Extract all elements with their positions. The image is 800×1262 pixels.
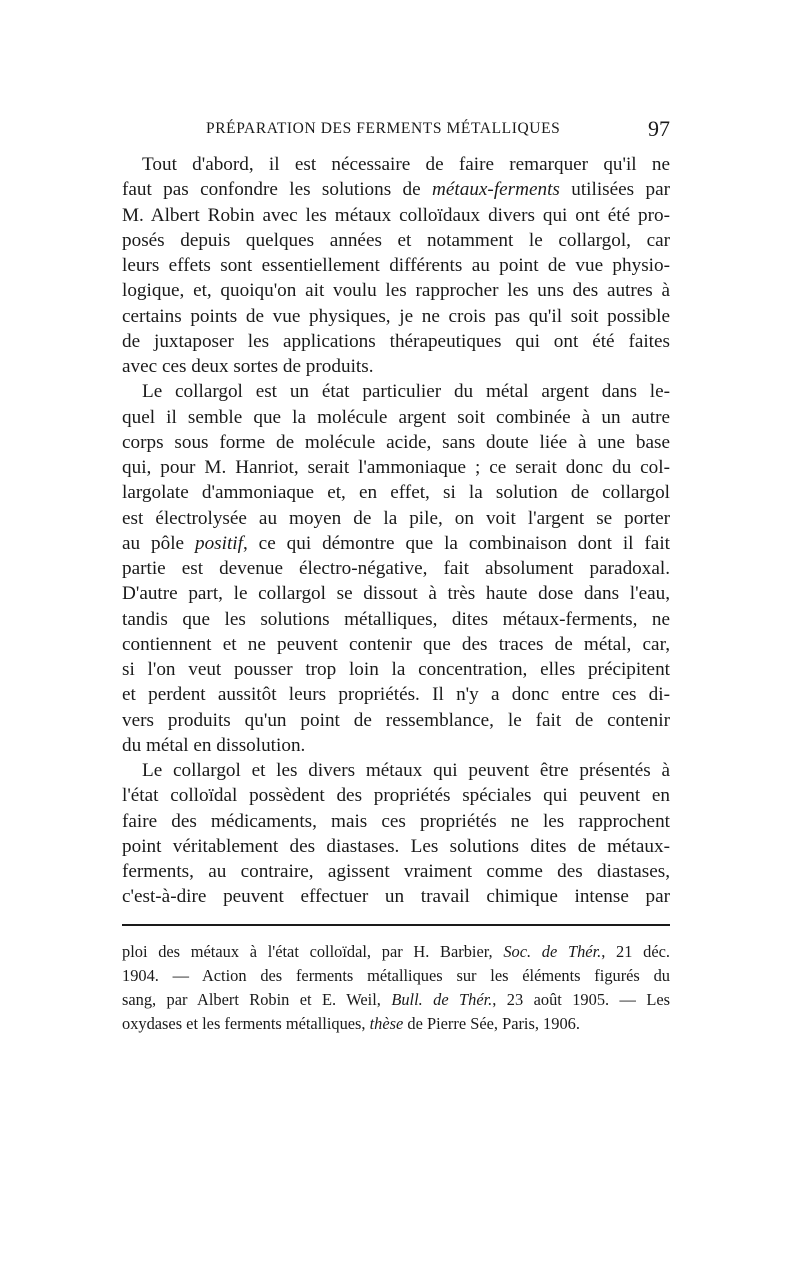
- text-line: Le collargol est un état particulier du métal argent dans le-: [142, 381, 670, 403]
- text-line: point véritablement des diastases. Les solutions dites de métaux-: [122, 835, 670, 857]
- footnote-line: 1904. — Action des ferments métalliques sur les éléments figurés du: [122, 966, 670, 985]
- text-line: largolate d'ammoniaque et, en effet, si la solution de collargol: [122, 482, 670, 504]
- text-line: posés depuis quelques années et notamment le collargol, car: [122, 229, 670, 251]
- footnote-line: oxydases et les ferments métalliques, thèse de Pierre Sée, Paris, 1906.: [122, 1014, 580, 1033]
- text-line: M. Albert Robin avec les métaux colloïdaux divers qui ont été pro-: [122, 204, 670, 226]
- text-line: Tout d'abord, il est nécessaire de faire remarquer qu'il ne: [142, 154, 670, 175]
- footnote-line: sang, par Albert Robin et E. Weil, Bull. de Thér., 23 août 1905. — Les: [122, 990, 671, 1009]
- text-line: logique, et, quoiqu'on ait voulu les rapprocher les uns des autres à: [122, 280, 670, 302]
- text-line: corps sous forme de molécule acide, sans doute liée à une base: [122, 431, 670, 453]
- text-line: faire des médicaments, mais ces propriétés ne les rapprochent: [122, 810, 670, 832]
- text-line: du métal en dissolution.: [122, 734, 306, 756]
- text-line: et perdent aussitôt leurs propriétés. Il n'y a donc entre ces di-: [122, 684, 670, 706]
- main-text: [122, 152, 670, 910]
- text-line: de juxtaposer les applications thérapeutiques qui ont été faites: [122, 330, 670, 352]
- text-line: vers produits qu'un point de ressemblance, le fait de contenir: [122, 709, 670, 731]
- text-line: est électrolysée au moyen de la pile, on voit l'argent se porter: [122, 507, 670, 529]
- footnote-line: ploi des métaux à l'état colloïdal, par H. Barbier, Soc. de Thér., 21 déc.: [122, 942, 670, 961]
- text-line: faut pas confondre les solutions de métaux-ferments utilisées par: [122, 179, 670, 201]
- text-line: avec ces deux sortes de produits.: [122, 356, 374, 377]
- running-head-title: PRÉPARATION DES FERMENTS MÉTALLIQUES: [206, 120, 561, 137]
- text-line: quel il semble que la molécule argent soit combinée à un autre: [122, 406, 670, 428]
- text-line: au pôle positif, ce qui démontre que la combinaison dont il fait: [122, 532, 670, 554]
- text-line: ferments, au contraire, agissent vraiment comme des diastases,: [122, 861, 670, 882]
- text-line: leurs effets sont essentiellement différents au point de vue physio-: [122, 255, 670, 276]
- text-line: contiennent et ne peuvent contenir que des traces de métal, car,: [122, 633, 670, 655]
- running-head: [122, 116, 670, 142]
- text-line: c'est-à-dire peuvent effectuer un travail chimique intense par: [122, 886, 670, 908]
- text-line: partie est devenue électro-négative, fait absolument paradoxal.: [122, 558, 670, 579]
- text-line: l'état colloïdal possèdent des propriétés spéciales qui peuvent en: [122, 785, 670, 807]
- footnote-divider: [122, 924, 670, 926]
- text-line: Le collargol et les divers métaux qui peuvent être présentés à: [142, 760, 670, 781]
- text-line: tandis que les solutions métalliques, dites métaux-ferments, ne: [122, 608, 670, 630]
- text-line: qui, pour M. Hanriot, serait l'ammoniaque ; ce serait donc du col-: [122, 457, 670, 478]
- page-number: 97: [648, 116, 670, 141]
- text-line: D'autre part, le collargol se dissout à très haute dose dans l'eau,: [122, 583, 670, 605]
- text-line: certains points de vue physiques, je ne crois pas qu'il soit possible: [122, 305, 670, 327]
- footnote: [122, 940, 670, 1036]
- text-line: si l'on veut pousser trop loin la concentration, elles précipitent: [122, 659, 670, 680]
